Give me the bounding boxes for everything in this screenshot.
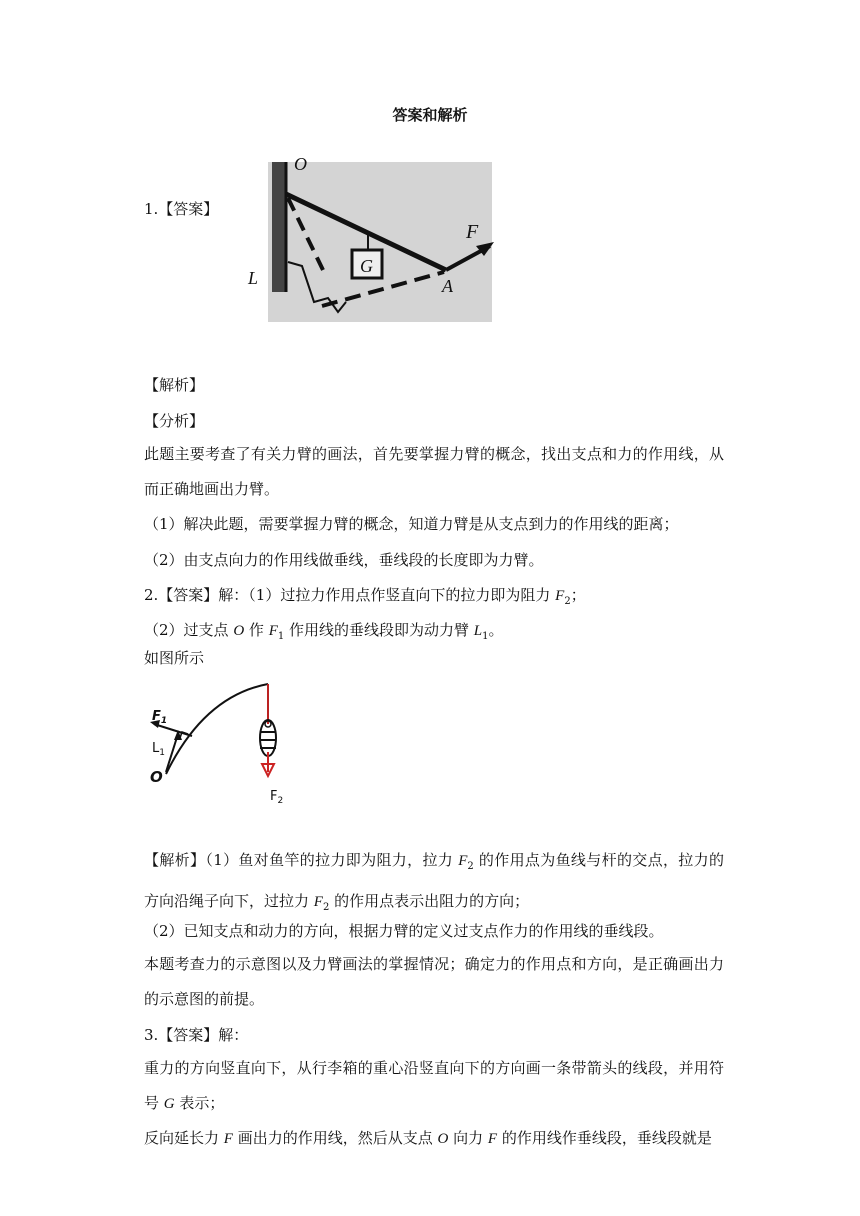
label-o: O [150, 768, 163, 786]
q1-paragraph-2: （1）解决此题，需要掌握力臂的概念，知道力臂是从支点到力的作用线的距离； [144, 515, 679, 533]
q2-answer-line-2: （2）过支点 O 作 $F_1$ 作用线的垂线段即为动力臂 $L_1$。 [144, 621, 504, 642]
fishing-rod [166, 684, 268, 774]
q3-answer: 3.【答案】解： [144, 1026, 249, 1044]
label-o: O [294, 154, 307, 174]
label-l1: $L_1$ [152, 741, 165, 758]
q3-paragraph-2: 反向延长力 F 画出力的作用线，然后从支点 O 向力 F 的作用线作垂线段，垂线段就是 [144, 1129, 712, 1147]
q2-paragraph-2: （2）已知支点和动力的方向，根据力臂的定义过支点作力的作用线的垂线段。 [144, 922, 664, 940]
wall-hatch [272, 162, 286, 292]
q1-lever-figure [228, 142, 512, 332]
q1-fenxi-heading: 【分析】 [144, 412, 205, 430]
label-f: F [466, 221, 479, 243]
q2-fishing-rod-figure [144, 676, 304, 806]
label-f2: $F_2$ [270, 789, 284, 806]
label-f1: $F_1$ [152, 709, 168, 726]
label-g: G [360, 256, 373, 276]
q2-as-shown: 如图所示 [144, 649, 205, 667]
fish-icon [260, 720, 276, 756]
q1-answer-label: 1.【答案】 [144, 200, 219, 218]
q1-paragraph-3: （2）由支点向力的作用线做垂线，垂线段的长度即为力臂。 [144, 551, 544, 569]
label-l: L [248, 268, 259, 288]
q1-figure-background [268, 162, 492, 322]
q2-paragraph-3: 本题考查力的示意图以及力臂画法的掌握情况；确定力的作用点和方向，是正确画出力的示意图的前提。 [144, 955, 724, 1008]
page-title: 答案和解析 [392, 106, 468, 124]
q1-jiexi-heading: 【解析】 [144, 376, 205, 394]
q3-paragraph-1: 重力的方向竖直向下，从行李箱的重心沿竖直向下的方向画一条带箭头的线段，并用符号 G 表示； [144, 1059, 724, 1112]
q1-paragraph-1: 此题主要考查了有关力臂的画法，首先要掌握力臂的概念，找出支点和力的作用线，从而正确地画出力臂。 [144, 445, 724, 498]
q2-jiexi-paragraph: 【解析】（1）鱼对鱼竿的拉力即为阻力，拉力 $F_2$ 的作用点为鱼线与杆的交点，拉力的方向沿绳子向下，过拉力 $F_2$ 的作用点表示出阻力的方向； [144, 851, 724, 913]
label-a: A [442, 276, 453, 296]
q2-answer-line-1: 2.【答案】解：（1）过拉力作用点作竖直向下的拉力即为阻力 $F_2$； [144, 586, 586, 607]
